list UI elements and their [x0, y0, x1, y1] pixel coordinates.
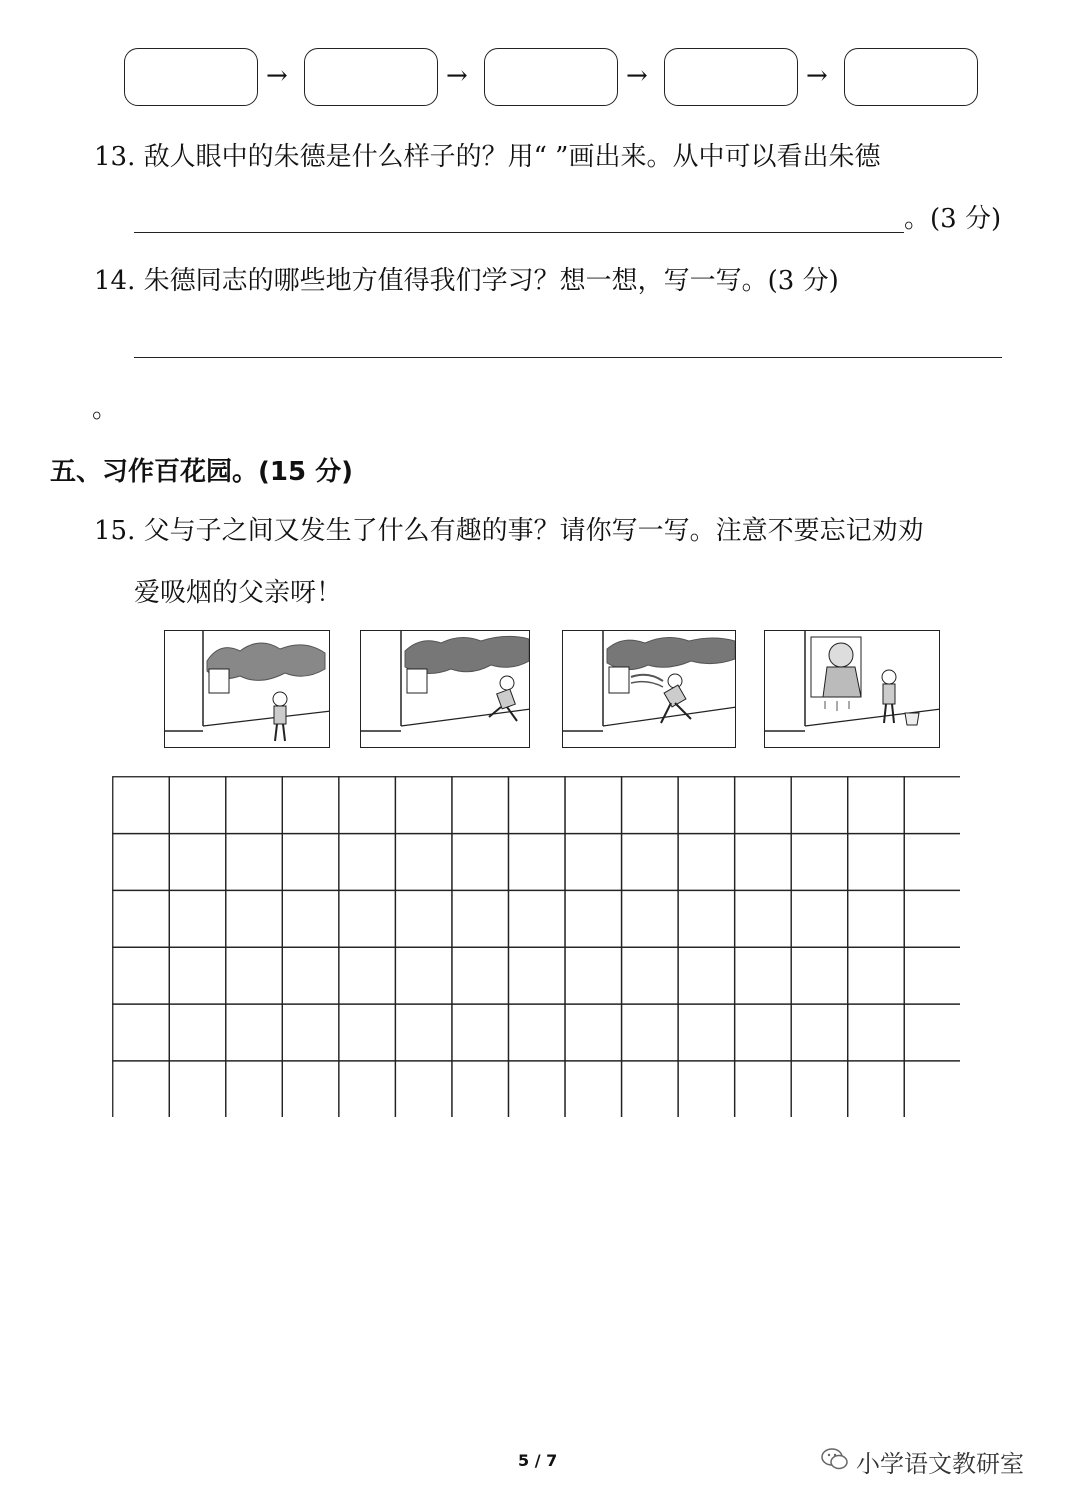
flow-box-1[interactable] [124, 48, 258, 106]
wechat-icon [820, 1446, 850, 1472]
grid-cell[interactable] [169, 834, 226, 891]
grid-cell[interactable] [678, 777, 735, 834]
grid-cell[interactable] [565, 1061, 622, 1117]
question-15-line2: 爱吸烟的父亲呀！ [134, 578, 343, 608]
grid-cell[interactable] [169, 1061, 226, 1117]
grid-cell[interactable] [791, 1061, 848, 1117]
grid-cell[interactable] [339, 777, 396, 834]
grid-cell[interactable] [678, 947, 735, 1004]
grid-cell[interactable] [508, 890, 565, 947]
grid-cell[interactable] [395, 834, 452, 891]
grid-cell[interactable] [622, 777, 679, 834]
grid-cell[interactable] [282, 890, 339, 947]
grid-cell[interactable] [226, 834, 283, 891]
grid-cell[interactable] [791, 1004, 848, 1061]
grid-cell[interactable] [622, 1004, 679, 1061]
grid-cell[interactable] [169, 947, 226, 1004]
grid-cell[interactable] [622, 834, 679, 891]
grid-cell[interactable] [452, 834, 509, 891]
writing-grid[interactable] [112, 776, 960, 1117]
grid-cell[interactable] [565, 947, 622, 1004]
grid-cell[interactable] [904, 834, 960, 891]
flow-arrow-1: → [266, 61, 288, 91]
flow-box-5[interactable] [844, 48, 978, 106]
answer-line-13[interactable] [134, 232, 904, 233]
grid-cell[interactable] [508, 834, 565, 891]
grid-cell[interactable] [735, 1061, 792, 1117]
grid-cell[interactable] [848, 834, 905, 891]
grid-cell[interactable] [508, 1004, 565, 1061]
grid-cell[interactable] [452, 777, 509, 834]
grid-cell[interactable] [791, 947, 848, 1004]
flow-box-3[interactable] [484, 48, 618, 106]
comic-panel-2 [360, 630, 530, 748]
grid-cell[interactable] [452, 890, 509, 947]
grid-cell[interactable] [226, 890, 283, 947]
page-number: 5 / 7 [518, 1451, 558, 1470]
grid-cell[interactable] [226, 1004, 283, 1061]
grid-cell[interactable] [735, 777, 792, 834]
grid-cell[interactable] [508, 947, 565, 1004]
answer-line-14[interactable] [134, 357, 1002, 358]
question-15-line1: 15. 父与子之间又发生了什么有趣的事？请你写一写。注意不要忘记劝劝 [94, 516, 924, 546]
grid-cell[interactable] [339, 834, 396, 891]
grid-cell[interactable] [565, 777, 622, 834]
grid-cell[interactable] [395, 890, 452, 947]
grid-cell[interactable] [113, 777, 170, 834]
grid-cell[interactable] [452, 1004, 509, 1061]
grid-cell[interactable] [339, 1061, 396, 1117]
grid-cell[interactable] [226, 777, 283, 834]
comic-panel-4 [764, 630, 940, 748]
grid-cell[interactable] [791, 777, 848, 834]
grid-cell[interactable] [904, 1061, 960, 1117]
grid-cell[interactable] [791, 890, 848, 947]
grid-cell[interactable] [169, 1004, 226, 1061]
grid-cell[interactable] [226, 1061, 283, 1117]
question-14-end: 。 [92, 394, 119, 424]
grid-cell[interactable] [565, 890, 622, 947]
grid-cell[interactable] [904, 890, 960, 947]
grid-cell[interactable] [113, 890, 170, 947]
question-14: 14. 朱德同志的哪些地方值得我们学习？想一想，写一写。(3 分) [94, 266, 839, 296]
grid-cell[interactable] [735, 947, 792, 1004]
grid-cell[interactable] [395, 947, 452, 1004]
grid-cell[interactable] [339, 1004, 396, 1061]
grid-cell[interactable] [282, 947, 339, 1004]
grid-cell[interactable] [678, 890, 735, 947]
grid-cell[interactable] [282, 1004, 339, 1061]
grid-cell[interactable] [848, 1004, 905, 1061]
grid-cell[interactable] [791, 834, 848, 891]
grid-cell[interactable] [508, 777, 565, 834]
grid-cell[interactable] [226, 947, 283, 1004]
grid-cell[interactable] [904, 1004, 960, 1061]
grid-cell[interactable] [848, 1061, 905, 1117]
grid-cell[interactable] [395, 777, 452, 834]
grid-cell[interactable] [565, 834, 622, 891]
flow-arrow-4: → [806, 61, 828, 91]
section-title: 五、习作百花园。(15 分) [50, 457, 353, 487]
grid-cell[interactable] [169, 777, 226, 834]
question-13-score: 。(3 分) [904, 204, 1002, 234]
grid-cell[interactable] [339, 890, 396, 947]
comic-panel-1 [164, 630, 330, 748]
grid-cell[interactable] [169, 890, 226, 947]
grid-cell[interactable] [113, 947, 170, 1004]
grid-cell[interactable] [735, 890, 792, 947]
grid-cell[interactable] [339, 947, 396, 1004]
grid-cell[interactable] [508, 1061, 565, 1117]
grid-cell[interactable] [113, 1004, 170, 1061]
comic-panel-3 [562, 630, 736, 748]
grid-cell[interactable] [282, 834, 339, 891]
grid-cell[interactable] [395, 1004, 452, 1061]
grid-cell[interactable] [735, 1004, 792, 1061]
grid-cell[interactable] [848, 890, 905, 947]
grid-cell[interactable] [848, 777, 905, 834]
grid-cell[interactable] [282, 1061, 339, 1117]
grid-cell[interactable] [848, 947, 905, 1004]
grid-cell[interactable] [282, 777, 339, 834]
grid-cell[interactable] [678, 1061, 735, 1117]
grid-cell[interactable] [622, 1061, 679, 1117]
flow-box-4[interactable] [664, 48, 798, 106]
grid-cell[interactable] [735, 834, 792, 891]
brand-name: 小学语文教研室 [856, 1450, 1024, 1478]
grid-cell[interactable] [904, 777, 960, 834]
flow-arrow-2: → [446, 61, 468, 91]
grid-cell[interactable] [565, 1004, 622, 1061]
grid-cell[interactable] [904, 947, 960, 1004]
grid-cell[interactable] [452, 947, 509, 1004]
grid-cell[interactable] [622, 890, 679, 947]
grid-cell[interactable] [452, 1061, 509, 1117]
grid-cell[interactable] [678, 1004, 735, 1061]
grid-cell[interactable] [622, 947, 679, 1004]
grid-cell[interactable] [113, 1061, 170, 1117]
flow-arrow-3: → [626, 61, 648, 91]
grid-cell[interactable] [678, 834, 735, 891]
question-13: 13. 敌人眼中的朱德是什么样子的？用“ ”画出来。从中可以看出朱德 [94, 142, 881, 172]
grid-cell[interactable] [113, 834, 170, 891]
flow-box-2[interactable] [304, 48, 438, 106]
grid-cell[interactable] [395, 1061, 452, 1117]
